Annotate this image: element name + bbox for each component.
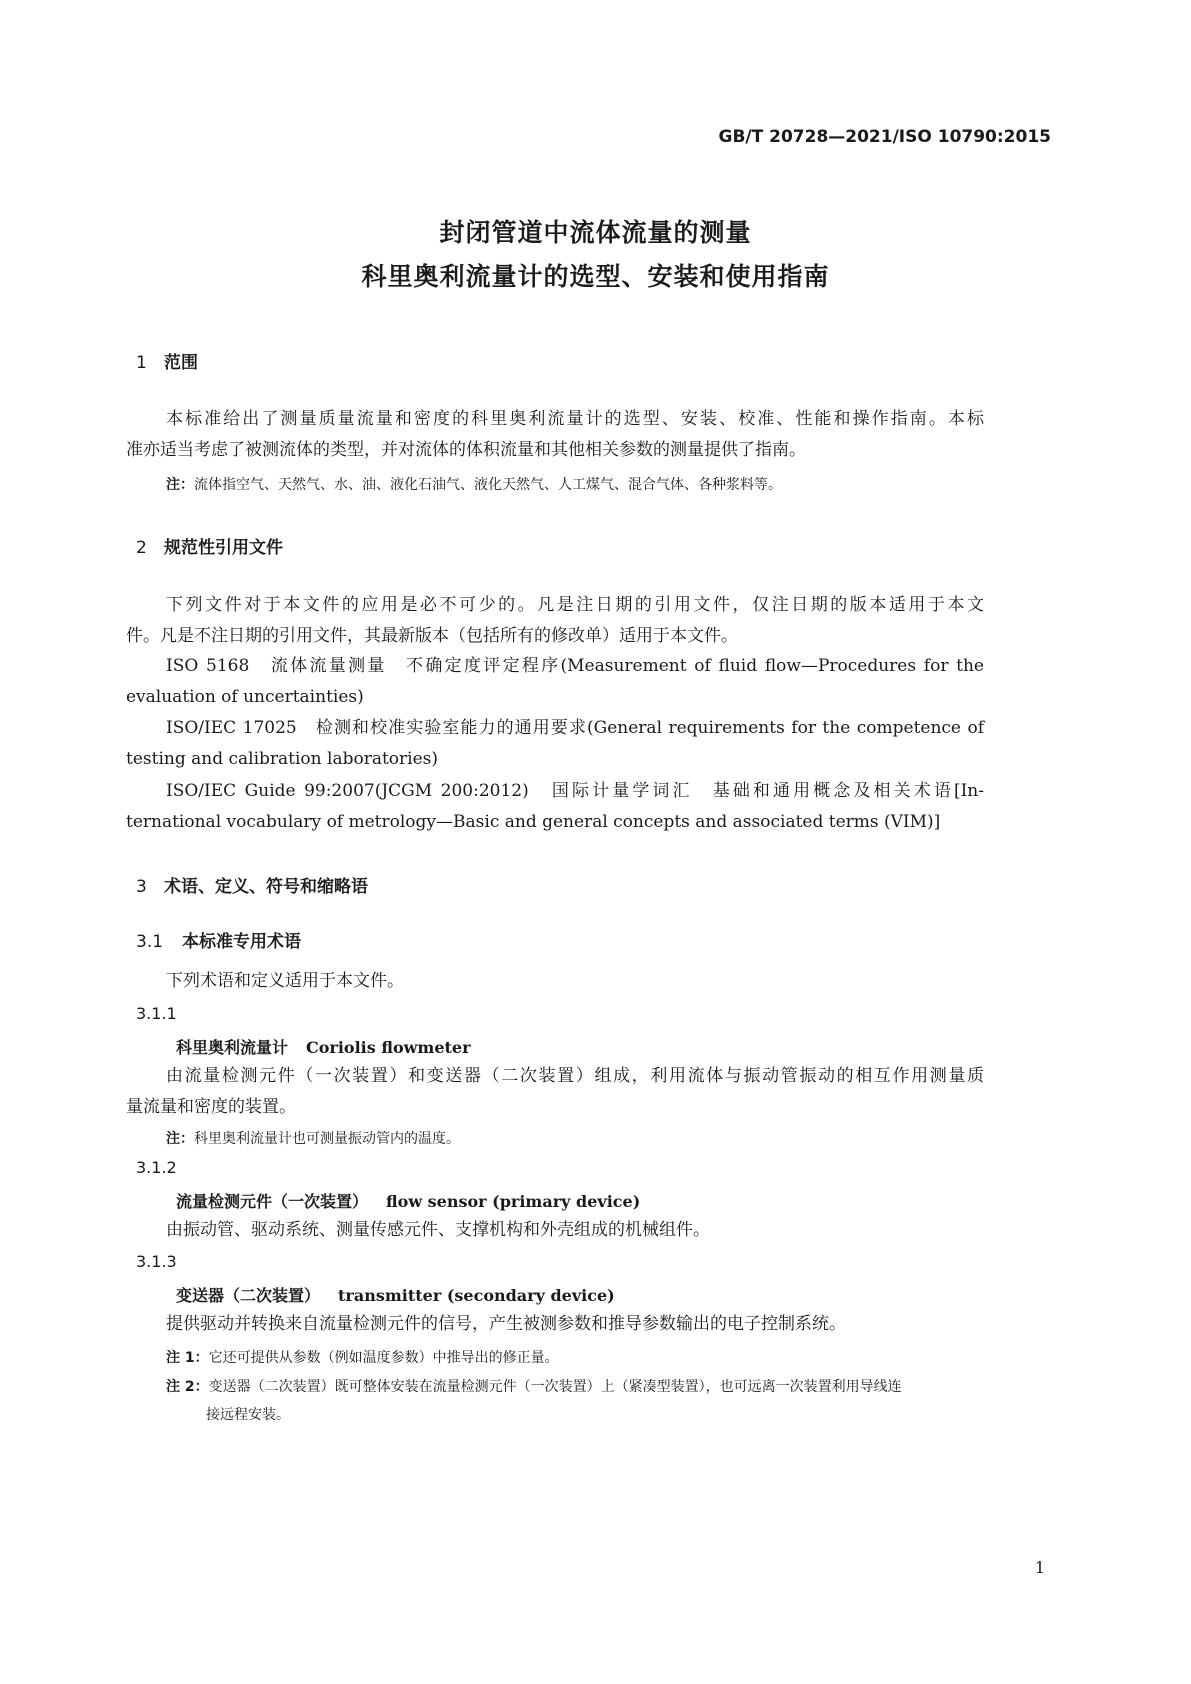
standard-code: GB/T 20728—2021/ISO 10790:2015	[718, 127, 1051, 147]
term-note	[166, 1128, 460, 1148]
note-text: 科里奥利流量计也可测量振动管内的温度。	[194, 1131, 460, 1147]
subsection-title: 本标准专用术语	[182, 932, 301, 952]
section-title: 术语、定义、符号和缩略语	[164, 877, 368, 897]
section-number: 1	[136, 353, 147, 373]
term-name	[176, 1283, 615, 1306]
note-text: 流体指空气、天然气、水、油、液化石油气、液化天然气、人工煤气、混合气体、各种浆料等。	[194, 477, 782, 493]
section-3-heading	[136, 872, 368, 897]
term-definition-line1: 提供驱动并转换来自流量检测元件的信号，产生被测参数和推导参数输出的电子控制系统。	[166, 1314, 846, 1334]
ref2-line1: ISO/IEC 17025 检测和校准实验室能力的通用要求(General requirements for the competence of	[166, 718, 984, 738]
term-name	[176, 1035, 471, 1058]
term-note-1	[166, 1347, 559, 1367]
sec1-note	[166, 474, 782, 494]
ref3-line1: ISO/IEC Guide 99:2007(JCGM 200:2012) 国际计量学词汇 基础和通用概念及相关术语[In-	[166, 781, 984, 801]
section-title: 规范性引用文件	[164, 538, 283, 558]
section-number: 3	[136, 877, 147, 897]
note-label: 注 2：	[166, 1379, 209, 1395]
section-title: 范围	[164, 353, 198, 373]
sec1-para-line1: 本标准给出了测量质量流量和密度的科里奥利流量计的选型、安装、校准、性能和操作指南。本标	[166, 409, 984, 429]
ref2-line2: testing and calibration laboratories)	[126, 749, 439, 769]
section-1-heading	[136, 348, 198, 373]
note-label: 注：	[166, 477, 194, 493]
note-label: 注 1：	[166, 1350, 209, 1366]
document-title-line2: 科里奥利流量计的选型、安装和使用指南	[361, 262, 830, 291]
term-definition-line1: 由振动管、驱动系统、测量传感元件、支撑机构和外壳组成的机械组件。	[166, 1220, 710, 1240]
term-definition-line2: 量流量和密度的装置。	[126, 1097, 296, 1117]
term-name-en: flow sensor (primary device)	[386, 1192, 641, 1211]
note-text: 变送器（二次装置）既可整体安装在流量检测元件（一次装置）上（紧凑型装置），也可远离一次装置利用导线连	[208, 1379, 902, 1395]
term-name-zh: 变送器（二次装置）	[176, 1286, 321, 1305]
section-number: 2	[136, 538, 147, 558]
document-title-line1: 封闭管道中流体流量的测量	[439, 218, 752, 247]
sec1-para-line2: 准亦适当考虑了被测流体的类型，并对流体的体积流量和其他相关参数的测量提供了指南。	[126, 440, 806, 460]
page-number: 1	[1034, 1558, 1045, 1577]
note-label: 注：	[166, 1131, 194, 1147]
term-name	[176, 1189, 640, 1212]
subsection-number: 3.1	[136, 932, 164, 952]
sec2-para-line1: 下列文件对于本文件的应用是必不可少的。凡是注日期的引用文件，仅注日期的版本适用于本文	[166, 595, 984, 615]
term-definition-line1: 由流量检测元件（一次装置）和变送器（二次装置）组成，利用流体与振动管振动的相互作用测量质	[166, 1066, 984, 1086]
sec3-intro: 下列术语和定义适用于本文件。	[166, 971, 404, 991]
term-name-en: transmitter (secondary device)	[338, 1286, 615, 1305]
term-note-2-line2: 接远程安装。	[206, 1407, 290, 1423]
term-name-zh: 流量检测元件（一次装置）	[176, 1192, 369, 1211]
note-text: 它还可提供从参数（例如温度参数）中推导出的修正量。	[208, 1350, 559, 1366]
sec2-para-line2: 件。凡是不注日期的引用文件，其最新版本（包括所有的修改单）适用于本文件。	[126, 626, 738, 646]
term-number: 3.1.2	[136, 1158, 177, 1177]
subsection-3-1-heading	[136, 927, 301, 952]
term-number: 3.1.1	[136, 1004, 177, 1023]
term-note-2	[166, 1376, 902, 1396]
term-name-en: Coriolis flowmeter	[306, 1038, 471, 1057]
ref3-line2: ternational vocabulary of metrology—Basic and general concepts and associated terms (VIM)]	[126, 812, 941, 832]
ref1-line1: ISO 5168 流体流量测量 不确定度评定程序(Measurement of fluid flow—Procedures for the	[166, 656, 984, 676]
term-name-zh: 科里奥利流量计	[176, 1038, 289, 1057]
term-number: 3.1.3	[136, 1252, 177, 1271]
ref1-line2: evaluation of uncertainties)	[126, 687, 364, 707]
section-2-heading	[136, 533, 283, 558]
